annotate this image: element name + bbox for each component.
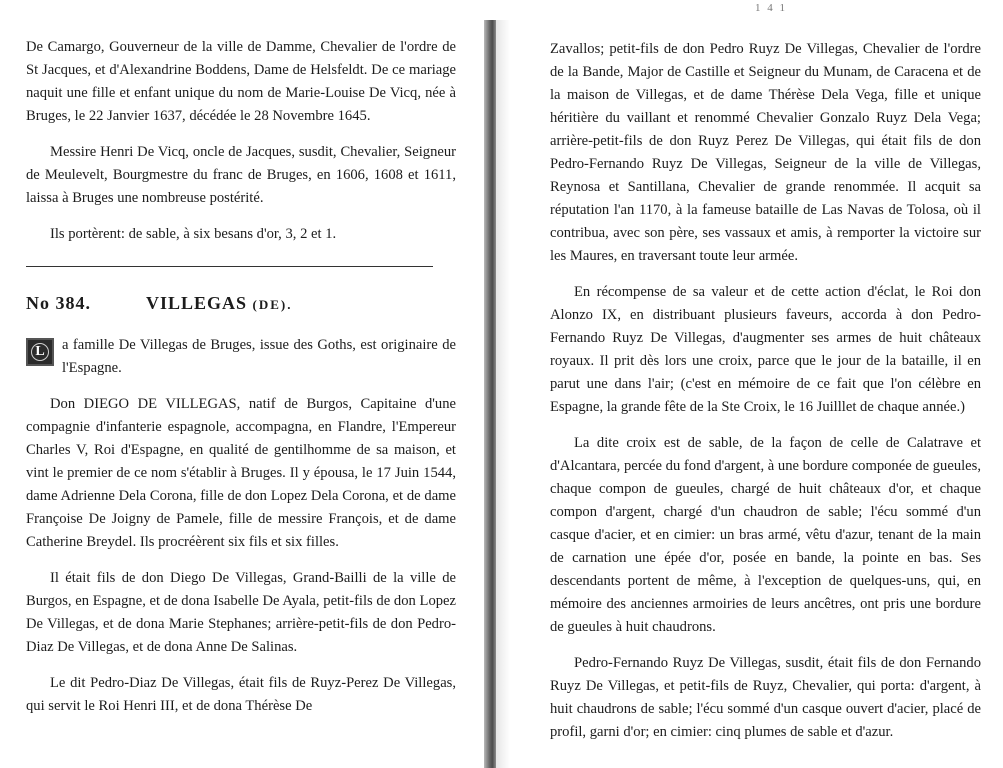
- left-paragraph-2: Messire Henri De Vicq, oncle de Jacques, susdit, Chevalier, Seigneur de Meulevelt, Bourgmestre du franc de Bruges, en 1606, 1608 et 1611, laissa à Bruges une nombreuse postérité.: [26, 144, 456, 206]
- right-paragraph-3: La dite croix est de sable, de la façon de celle de Calatrave et d'Alcantara, percée du fond d'argent, à une bordure componée de gueules, chaque compon de gueules, chargé de huit châteaux d'or, et chaque compon d'argent, chargé d'un chaudron de sable; l'écu sommé d'un casque d'acier, et en cimier: un bras armé, vêtu d'azur, tenant de la main de carnation une épée d'or, posée en bande, la pointe en bas. Ses descendants portent de même, à l'exception de quelques-uns, qui, en mémoire des anciennes armoiries de leurs ancêtres, ont pris une bordure de gueules à huit chaudrons.: [550, 435, 981, 635]
- entry-suffix: (DE).: [252, 297, 293, 312]
- left-paragraph-5: Don DIEGO DE VILLEGAS, natif de Burgos, Capitaine d'une compagnie d'infanterie espagnole, accompagna, en Flandre, l'Empereur Charles V, Roi d'Espagne, en qualité de gentilhomme de sa maison, et vint le premier de ce nom s'établir à Bruges. Il y épousa, le 17 Juin 1544, dame Adrienne Dela Corona, fille de don Lopez Dela Corona, et de dame Françoise De Joigny de Pamele, fille de messire François, et de dame Catherine Breydel. Ils procréèrent six fils et six filles.: [26, 396, 456, 550]
- entry-title: VILLEGAS: [146, 293, 248, 313]
- book-gutter: [484, 20, 496, 768]
- right-page: [510, 0, 1003, 768]
- ornamental-dropcap-icon: [26, 338, 54, 366]
- gutter-shadow: [496, 20, 510, 768]
- page-number: 1 4 1: [755, 2, 787, 14]
- right-paragraph-4: Pedro-Fernando Ruyz De Villegas, susdit, était fils de don Fernando Ruyz De Villegas, et petit-fils de Ruyz, Chevalier, qui porta: d'argent, à huit chaudrons de sable; l'écu sommé d'un casque ouvert d'acier, placé de profil, garni d'or; en cimier: cinq plumes de sable et d'azur.: [550, 655, 981, 740]
- dropcap-letter: L: [31, 343, 49, 361]
- left-paragraph-3: Ils portèrent: de sable, à six besans d'or, 3, 2 et 1.: [50, 226, 337, 242]
- intro-block: [26, 334, 456, 380]
- left-paragraph-4: a famille De Villegas de Bruges, issue des Goths, est originaire de l'Espagne.: [62, 337, 456, 376]
- entry-heading: [26, 293, 456, 314]
- left-paragraph-1: De Camargo, Gouverneur de la ville de Damme, Chevalier de l'ordre de St Jacques, et d'Alexandrine Boddens, Dame de Helsfeldt. De ce mariage naquit une fille et enfant unique du nom de Marie-Louise De Vicq, née à Bruges, le 22 Janvier 1637, décédée le 28 Novembre 1645.: [26, 39, 456, 124]
- left-paragraph-7: Le dit Pedro-Diaz De Villegas, était fils de Ruyz-Perez De Villegas, qui servit le Roi Henri III, et de dona Thérèse De: [26, 675, 456, 714]
- right-paragraph-1: Zavallos; petit-fils de don Pedro Ruyz De Villegas, Chevalier de l'ordre de la Bande, Major de Castille et Seigneur du Munam, de Caracena et de la maison de Villegas, et de dame Thérèse Dela Vega, fille et unique héritière du vaillant et renommé Chevalier Gonzalo Ruyz Dela Vega; arrière-petit-fils de don Ruyz Perez De Villegas, qui était fils de don Pedro-Fernando Ruyz De Villegas, Seigneur de la ville de Villegas, Reynosa et Santillana, Chevalier de grande renommée. Il acquit sa réputation l'an 1170, à la fameuse bataille de Las Navas de Tolosa, où il contribua, avec son père, ses vassaux et amis, à remporter la victoire sur les Maures, en traversant toute leur armée.: [550, 41, 981, 264]
- left-page: [0, 0, 478, 768]
- section-divider: [26, 266, 433, 267]
- left-paragraph-6: Il était fils de don Diego De Villegas, Grand-Bailli de la ville de Burgos, en Espagne, et de dona Isabelle De Ayala, petit-fils de don Lopez De Villegas, et de dona Marie Stephanes; arrière-petit-fils de don Pedro-Diaz De Villegas, et de dona Anne De Salinas.: [26, 570, 456, 655]
- right-paragraph-2: En récompense de sa valeur et de cette action d'éclat, le Roi don Alonzo IX, en distribuant plusieurs faveurs, accorda à don Pedro-Fernando Ruyz De Villegas, d'augmenter ses armes de huit châteaux royaux. Il prit dès lors une croix, parce que le jour de la bataille, il en parut une dans l'air; (c'est en mémoire de ce fait que l'on célèbre en Espagne, la grande fête de la Ste Croix, le 16 Juilllet de chaque année.): [550, 284, 981, 415]
- entry-number: No 384.: [26, 293, 91, 313]
